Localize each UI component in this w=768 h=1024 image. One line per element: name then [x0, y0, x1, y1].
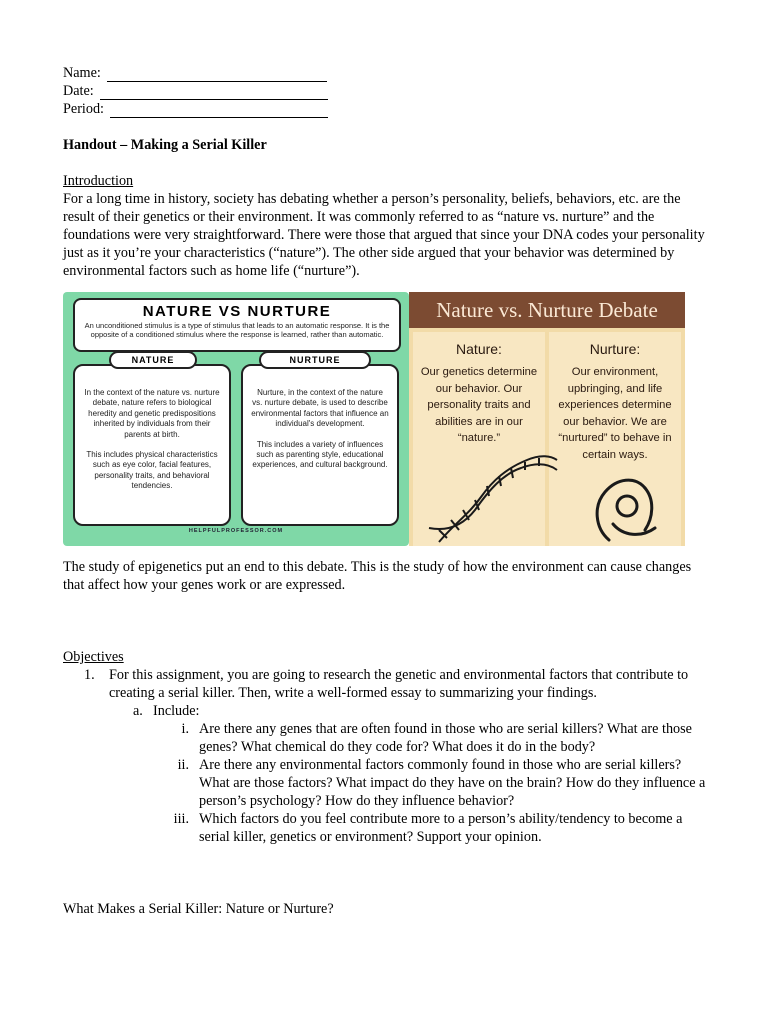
introduction-text: For a long time in history, society has debating whether a person’s personality, beliefs, behaviors, etc. are the result of their genetics or their environment. It was commonly referred to as “nature vs. nurture” and the foundations were very straightforward. There were those that argued that since your DNA codes your personality just as it you’re your characteristics (“nature”). The other side argued that your behavior was determined by environmental factors such as home life (“nurture”). — [63, 191, 705, 279]
infographic-left — [63, 292, 409, 546]
infographic-footer: HELPFULPROFESSOR.COM — [188, 528, 284, 534]
nurture-card-text-1: Nurture, in the context of the nature vs. nurture debate, is used to describe environmental factors that influence an individual's development. — [251, 388, 389, 429]
sub-ii-number: ii. — [177, 757, 189, 773]
nurture-card-text-2: This includes a variety of influences such as parenting style, educational experiences, and cultural background. — [252, 439, 388, 470]
nature-column-text: Our genetics determine our behavior. Our personality traits and abilities are in our “nature.” — [420, 366, 538, 444]
date-field[interactable] — [63, 82, 708, 100]
sub-iii-text: Which factors do you feel contribute more to a person’s ability/tendency to become a serial killer, genetics or environment? Support your opinion. — [199, 811, 683, 845]
period-field[interactable] — [63, 100, 708, 118]
period-line[interactable] — [110, 103, 328, 118]
nurture-column-heading: Nurture: — [589, 341, 641, 357]
objective-sub-i — [63, 720, 708, 756]
sub-ii-text: Are there any environmental factors commonly found in those who are serial killers? What are those factors? What impact do they have on the brain? How do they influence a person’s psychology? How do they influence behavior? — [199, 757, 706, 809]
handout-title: Handout – Making a Serial Killer — [63, 137, 267, 153]
mother-and-child-icon — [597, 480, 655, 540]
sub-i-text: Are there any genes that are often found in those who are serial killers? What are those genes? What chemical do they code for? What does it do in the body? — [199, 721, 692, 755]
infographic-header — [73, 298, 401, 352]
nurture-column-text: Our environment, upbringing, and life experiences determine our behavior. We are “nurtured” to behave in certain ways. — [558, 366, 672, 461]
objective-text: For this assignment, you are going to research the genetic and environmental factors that contribute to creating a serial killer. Then, write a well-formed essay to summarizing your findings. — [109, 667, 689, 701]
nature-vs-nurture-figure — [63, 292, 685, 546]
nurture-card — [241, 364, 399, 526]
sub-i-number: i. — [181, 721, 189, 737]
sub-a-number: a. — [133, 703, 143, 719]
epigenetics-text: The study of epigenetics put an end to this debate. This is the study of how the environment can cause changes that affect how your genes work or are expressed. — [63, 559, 692, 593]
period-label: Period: — [63, 101, 104, 117]
name-field[interactable] — [63, 64, 708, 82]
date-label: Date: — [63, 83, 94, 99]
introduction-heading: Introduction — [63, 173, 134, 189]
objective-number: 1. — [84, 667, 95, 683]
nature-tag: NATURE — [109, 351, 197, 369]
sub-iii-number: iii. — [173, 811, 189, 827]
debate-panel-right — [409, 292, 685, 546]
essay-prompt-title: What Makes a Serial Killer: Nature or Nurture? — [63, 901, 334, 917]
nature-card-text-2: This includes physical characteristics such as eye color, facial features, personality traits, and behavioral tendencies. — [86, 450, 218, 491]
infographic-title: NATURE VS NURTURE — [142, 303, 332, 320]
date-line[interactable] — [100, 85, 328, 100]
nurture-tag: NURTURE — [259, 351, 371, 369]
nature-card-text-1: In the context of the nature vs. nurture debate, nature refers to biological heredity and genetic predispositions inherited by individuals from their parents at birth. — [84, 388, 220, 439]
objective-sub-ii — [63, 756, 708, 810]
nature-column-heading: Nature: — [456, 341, 502, 357]
objective-item-1 — [63, 666, 708, 702]
objective-sub-iii — [63, 810, 708, 846]
objectives-heading: Objectives — [63, 649, 124, 665]
dna-helix-icon — [429, 456, 557, 542]
objective-sub-a — [63, 702, 708, 720]
infographic-subtitle: An unconditioned stimulus is a type of stimulus that leads to an automatic response. It is the opposite of a conditioned stimulus where the response is learned, rather than automatic. — [84, 321, 390, 339]
dna-and-mother-illustration — [409, 292, 685, 546]
nature-card — [73, 364, 231, 526]
debate-title: Nature vs. Nurture Debate — [409, 292, 685, 328]
name-label: Name: — [63, 65, 101, 81]
name-line[interactable] — [107, 67, 327, 82]
sub-a-text: Include: — [153, 703, 200, 719]
document-page — [63, 64, 708, 918]
